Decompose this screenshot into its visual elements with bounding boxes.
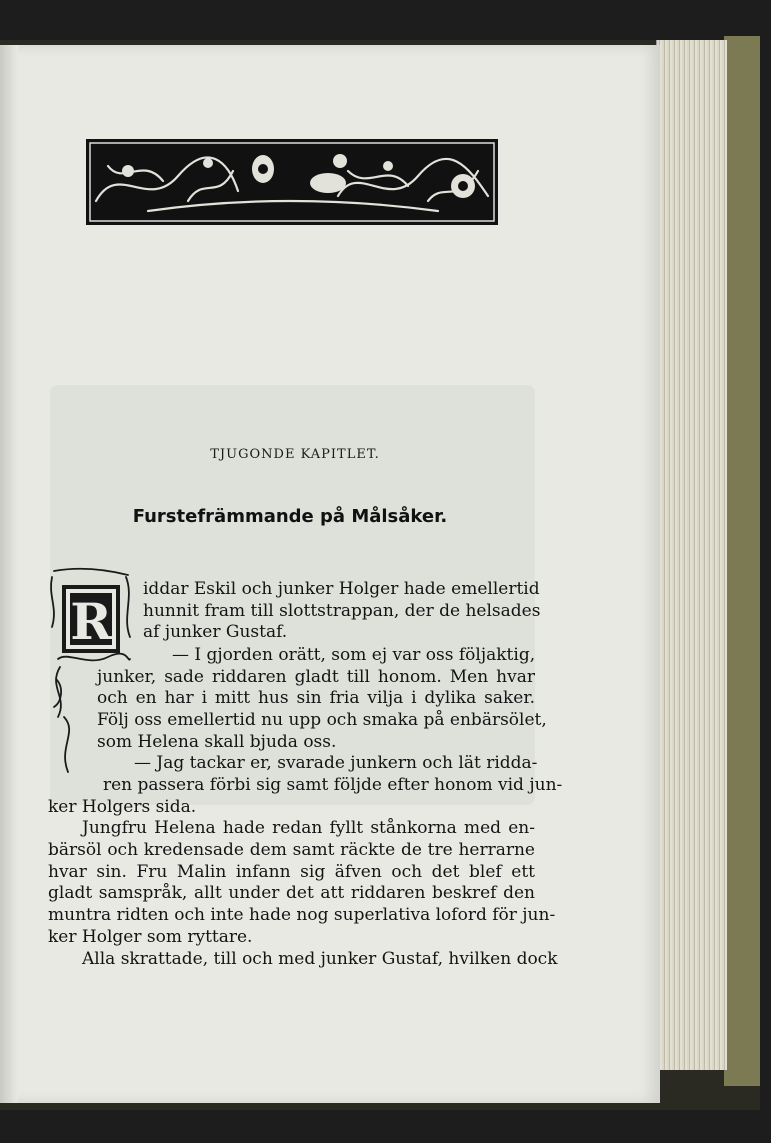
text-line: gladt samspråk, allt under det att riddaren beskref den	[48, 883, 535, 904]
text-line: junker, sade riddaren gladt till honom. Men hvar	[97, 666, 535, 687]
chapter-heading: TJUGONDE KAPITLET.	[210, 447, 380, 462]
text-line: hunnit fram till slottstrappan, der de helsades	[143, 600, 541, 621]
drop-cap-letter: R	[70, 592, 112, 651]
text-line: bärsöl och kredensade dem samt räckte de tre herrarne	[48, 840, 535, 861]
text-line: — Jag tackar er, svarade junkern och lät ridda-	[134, 753, 538, 774]
text-line: Jungfru Helena hade redan fyllt stånkorna med en-	[82, 818, 535, 839]
text-line: ker Holgers sida.	[48, 796, 197, 817]
text-line: Följ oss emellertid nu upp och smaka på enbärsölet,	[97, 710, 547, 731]
text-line: ker Holger som ryttare.	[48, 926, 253, 947]
page-edges	[656, 40, 727, 1070]
ornamental-header-banner	[86, 139, 498, 225]
text-main-block	[48, 775, 563, 970]
text-line: som Helena skall bjuda oss.	[97, 731, 337, 752]
text-line: Alla skrattade, till och med junker Gustaf, hvilken dock	[82, 948, 558, 969]
text-line: muntra ridten och inte hade nog superlativa loford för jun-	[48, 905, 556, 926]
text-indented-block	[97, 645, 547, 775]
text-line: och en har i mitt hus sin fria vilja i dylika saker.	[97, 688, 535, 709]
text-line: ren passera förbi sig samt följde efter honom vid jun-	[103, 775, 563, 795]
text-line: — I gjorden orätt, som ej var oss följaktig,	[172, 645, 536, 665]
text-beside-dropcap	[143, 579, 541, 644]
text-line: iddar Eskil och junker Holger hade emellertid	[143, 579, 540, 599]
text-line: hvar sin. Fru Malin infann sig äfven och det blef ett	[48, 861, 535, 882]
book-cover-edge	[724, 36, 760, 1086]
chapter-title: Furstefrämmande på Målsåker.	[132, 506, 448, 527]
text-line: af junker Gustaf.	[143, 622, 288, 643]
page-gutter	[0, 45, 18, 1103]
